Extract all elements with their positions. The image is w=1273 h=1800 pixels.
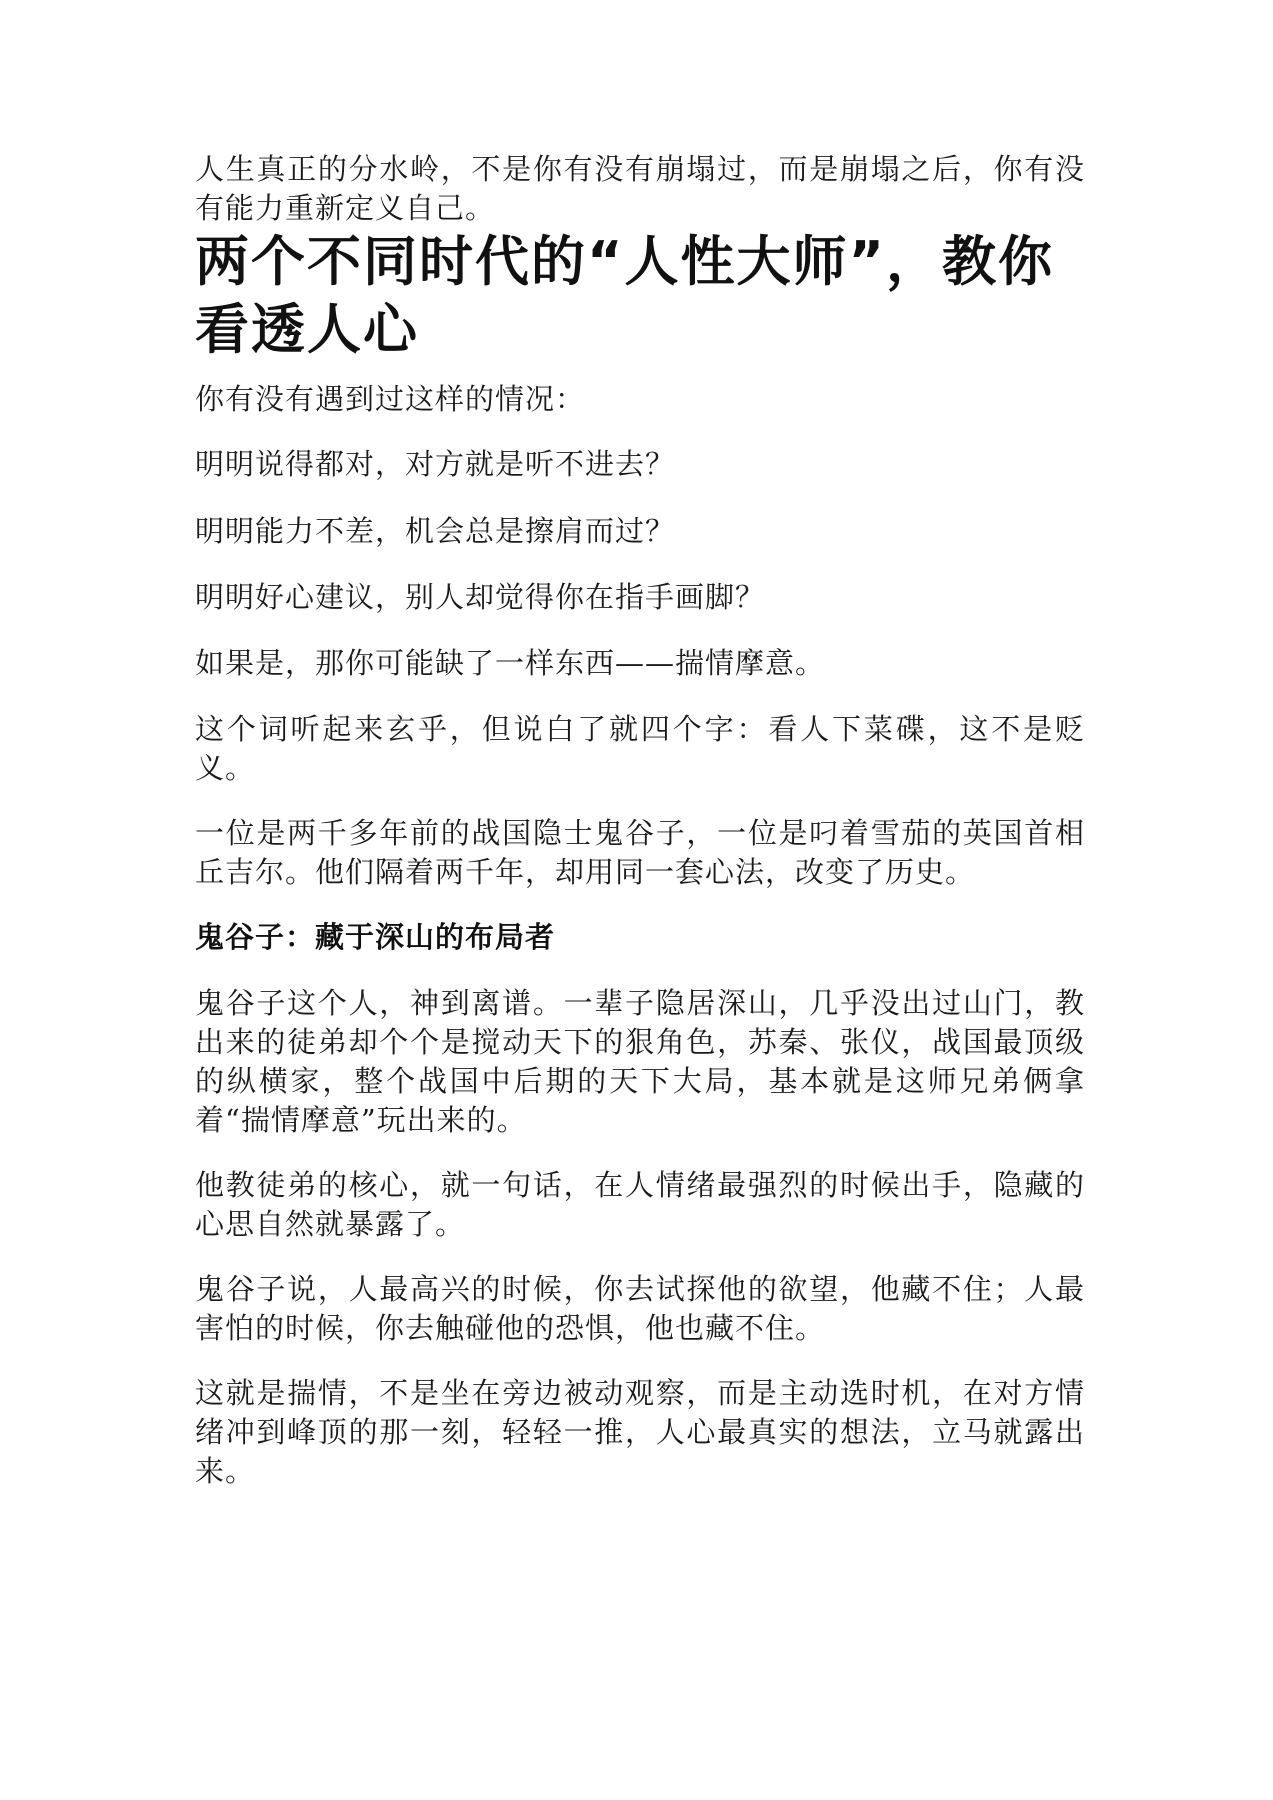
section-paragraph-2: 他教徒弟的核心，就一句话，在人情绪最强烈的时候出手，隐藏的心思自然就暴露了。 (195, 1168, 1085, 1241)
paragraph-1: 你有没有遇到过这样的情况： (195, 382, 586, 416)
paragraph-7: 一位是两千多年前的战国隐士鬼谷子，一位是叼着雪茄的英国首相丘吉尔。他们隔着两千年，却用同一套心法，改变了历史。 (195, 816, 1085, 889)
section-paragraph-3: 鬼谷子说，人最高兴的时候，你去试探他的欲望，他藏不住；人最害怕的时候，你去触碰他的恐惧，他也藏不住。 (195, 1272, 1085, 1345)
intro-paragraph: 人生真正的分水岭，不是你有没有崩塌过，而是崩塌之后，你有没有能力重新定义自己。 (195, 152, 1085, 225)
section-paragraph-1: 鬼谷子这个人，神到离谱。一辈子隐居深山，几乎没出过山门，教出来的徒弟却个个是搅动天下的狠角色，苏秦、张仪，战国最顶级的纵横家，整个战国中后期的天下大局，基本就是这师兄弟俩拿着“揣情摩意”玩出来的。 (195, 986, 1085, 1137)
section-title: 鬼谷子：藏于深山的布局者 (195, 920, 556, 954)
paragraph-2: 明明说得都对，对方就是听不进去？ (195, 447, 676, 481)
article-title: 两个不同时代的“人性大师”，教你看透人心 (195, 230, 1054, 361)
paragraph-4: 明明好心建议，别人却觉得你在指手画脚？ (195, 580, 766, 614)
paragraph-5: 如果是，那你可能缺了一样东西——揣情摩意。 (195, 646, 826, 680)
paragraph-3: 明明能力不差，机会总是擦肩而过？ (195, 514, 676, 548)
paragraph-6: 这个词听起来玄乎，但说白了就四个字：看人下菜碟，这不是贬义。 (195, 712, 1085, 785)
section-paragraph-4: 这就是揣情，不是坐在旁边被动观察，而是主动选时机，在对方情绪冲到峰顶的那一刻，轻轻一推，人心最真实的想法，立马就露出来。 (195, 1376, 1085, 1488)
